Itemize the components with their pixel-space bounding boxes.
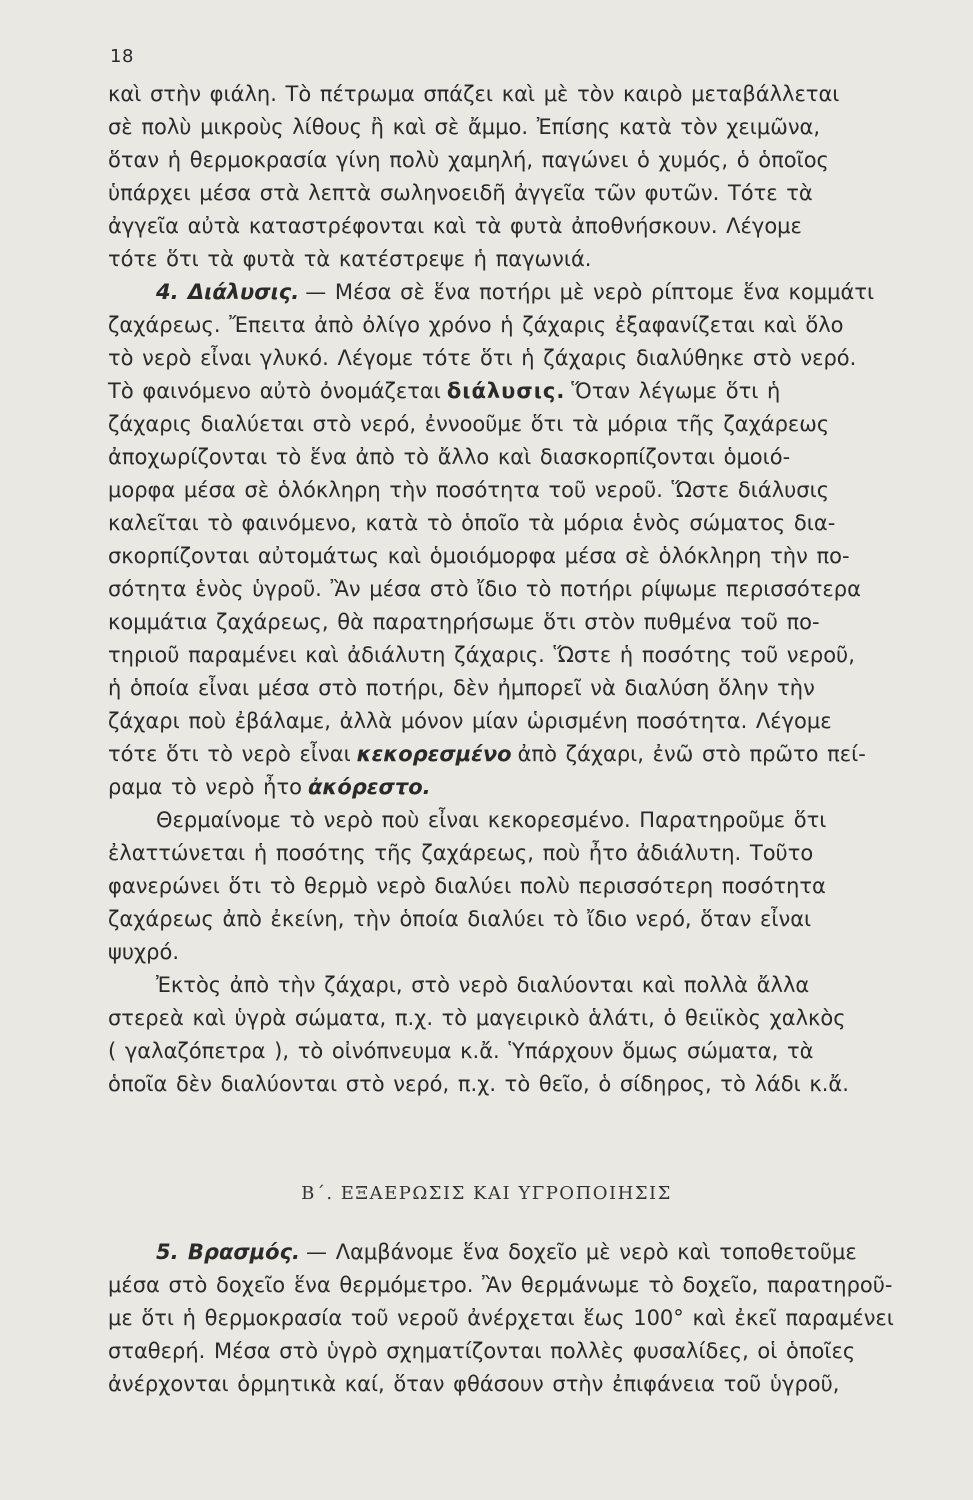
text-line: Ἐκτὸς ἀπὸ τὴν ζάχαρι, στὸ νερὸ διαλύονται καὶ πολλὰ ἄλλα <box>156 973 810 997</box>
text-line: ὑπάρχει μέσα στὰ λεπτὰ σωληνοειδῆ ἀγγεῖα τῶν φυτῶν. Τότε τὰ <box>108 181 813 205</box>
text-line: σκορπίζονται αὐτομάτως καὶ ὁμοιόμορφα μέσα σὲ ὁλόκληρη τὴν πο- <box>108 544 850 568</box>
text-line: ζαχάρεως ἀπὸ ἐκείνη, τὴν ὁποία διαλύει τὸ ἴδιο νερό, ὅταν εἶναι <box>108 907 812 931</box>
text-line: φανερώνει ὅτι τὸ θερμὸ νερὸ διαλύει πολὺ περισσότερη ποσότητα <box>108 874 826 898</box>
text-line: τηριοῦ παραμένει καὶ ἀδιάλυτη ζάχαρις. Ὥστε ἡ ποσότης τοῦ νεροῦ, <box>108 643 855 667</box>
text-line: ἀγγεῖα αὐτὰ καταστρέφονται καὶ τὰ φυτὰ ἀποθνήσκουν. Λέγομε <box>108 214 802 238</box>
text-line: ζάχαρις διαλύεται στὸ νερό, ἐννοοῦμε ὅτι τὰ μόρια τῆς ζαχάρεως <box>108 412 830 436</box>
text-line: ψυχρό. <box>108 940 179 964</box>
text-line: ἐλαττώνεται ἡ ποσότης τῆς ζαχάρεως, ποὺ ἦτο ἀδιάλυτη. Τοῦτο <box>108 841 814 865</box>
saturated-line: τότε ὅτι τὸ νερὸ εἶναι κεκορεσμένο ἀπὸ ζάχαρι, ἐνῶ στὸ πρῶτο πεί- <box>108 738 923 771</box>
term-line: Τὸ φαινόμενο αὐτὸ ὀνομάζεται διάλυσις. Ὅταν λέγωμε ὅτι ἡ <box>108 375 923 408</box>
text-line: ( γαλαζόπετρα ), τὸ οἰνόπνευμα κ.ἄ. Ὑπάρχουν ὅμως σώματα, τὰ <box>108 1039 814 1063</box>
text-line: ἡ ὁποία εἶναι μέσα στὸ ποτήρι, δὲν ἠμπορεῖ νὰ διαλύση ὅλην τὴν <box>108 676 815 700</box>
section-4-heading: 4. Διάλυσις. <box>156 280 300 304</box>
text-line: με ὅτι ἡ θερμοκρασία τοῦ νεροῦ ἀνέρχεται ἕως 100° καὶ ἐκεῖ παραμένει <box>108 1306 894 1330</box>
term-unsaturated: ἀκόρεστο. <box>307 775 431 799</box>
text-line: τὸ νερὸ εἶναι γλυκό. Λέγομε τότε ὅτι ἡ ζάχαρις διαλύθηκε στὸ νερό. <box>108 346 857 370</box>
text-line: ζαχάρεως. Ἔπειτα ἀπὸ ὀλίγο χρόνο ἡ ζάχαρις ἐξαφανίζεται καὶ ὅλο <box>108 313 844 337</box>
text-line: μέσα στὸ δοχεῖο ἕνα θερμόμετρο. Ἂν θερμάνωμε τὸ δοχεῖο, παρατηροῦ- <box>108 1273 893 1297</box>
text-line: ἀποχωρίζονται τὸ ἕνα ἀπὸ τὸ ἄλλο καὶ διασκορπίζονται ὁμοιό- <box>108 445 791 469</box>
text-line: καὶ στὴν φιάλη. Τὸ πέτρωμα σπάζει καὶ μὲ τὸν καιρὸ μεταβάλλεται <box>108 82 840 106</box>
text-line: ἀνέρχονται ὁρμητικὰ καί, ὅταν φθάσουν στὴν ἐπιφάνεια τοῦ ὑγροῦ, <box>108 1372 840 1396</box>
text-line: Θερμαίνομε τὸ νερὸ ποὺ εἶναι κεκορεσμένο. Παρατηροῦμε ὅτι <box>156 808 827 832</box>
text-line: στερεὰ καὶ ὑγρὰ σώματα, π.χ. τὸ μαγειρικὸ ἁλάτι, ὁ θειϊκὸς χαλκὸς <box>108 1006 846 1030</box>
text-line: τότε ὅτι τὰ φυτὰ τὰ κατέστρεψε ἡ παγωνιά. <box>108 247 592 271</box>
text-line: σότητα ἑνὸς ὑγροῦ. Ἂν μέσα στὸ ἴδιο τὸ ποτήρι ρίψωμε περισσότερα <box>108 577 861 601</box>
section-5-text <box>108 1236 923 1401</box>
section-5-heading: 5. Βρασμός. <box>156 1240 301 1264</box>
text-line: σταθερή. Μέσα στὸ ὑγρὸ σχηματίζονται πολλὲς φυσαλίδες, οἱ ὁποῖες <box>108 1339 856 1363</box>
text-line: κομμάτια ζαχάρεως, θὰ παρατηρήσωμε ὅτι στὸν πυθμένα τοῦ πο- <box>108 610 820 634</box>
unsaturated-line: ραμα τὸ νερὸ ἦτο ἀκόρεστο. <box>108 771 923 804</box>
text-line: ζάχαρι ποὺ ἐβάλαμε, ἀλλὰ μόνον μίαν ὡρισμένη ποσότητα. Λέγομε <box>108 709 832 733</box>
text-line: ὁποῖα δὲν διαλύονται στὸ νερό, π.χ. τὸ θεῖο, ὁ σίδηρος, τὸ λάδι κ.ἄ. <box>108 1072 849 1096</box>
section-4-first-line: 4. Διάλυσις. — Μέσα σὲ ἕνα ποτήρι μὲ νερὸ ρίπτομε ἕνα κομμάτι <box>108 276 923 309</box>
body-text <box>108 78 923 1101</box>
section-5-first-line: 5. Βρασμός. — Λαμβάνομε ἕνα δοχεῖο μὲ νερὸ καὶ τοποθετοῦμε <box>108 1236 923 1269</box>
page-number: 18 <box>110 46 134 67</box>
term-saturated: κεκορεσμένο <box>356 742 512 766</box>
text-line: σὲ πολὺ μικροὺς λίθους ἢ καὶ σὲ ἄμμο. Ἐπίσης κατὰ τὸν χειμῶνα, <box>108 115 821 139</box>
term-dialysis: διάλυσις. <box>446 379 566 403</box>
text-line: μορφα μέσα σὲ ὁλόκληρη τὴν ποσότητα τοῦ νεροῦ. Ὥστε διάλυσις <box>108 478 830 502</box>
text-line: ὅταν ἡ θερμοκρασία γίνη πολὺ χαμηλή, παγώνει ὁ χυμός, ὁ ὁποῖος <box>108 148 829 172</box>
section-title: Β΄. ΕΞΑΕΡΩΣΙΣ ΚΑΙ ΥΓΡΟΠΟΙΗΣΙΣ <box>301 1183 672 1204</box>
text-line: καλεῖται τὸ φαινόμενο, κατὰ τὸ ὁποῖο τὰ μόρια ἑνὸς σώματος δια- <box>108 511 836 535</box>
